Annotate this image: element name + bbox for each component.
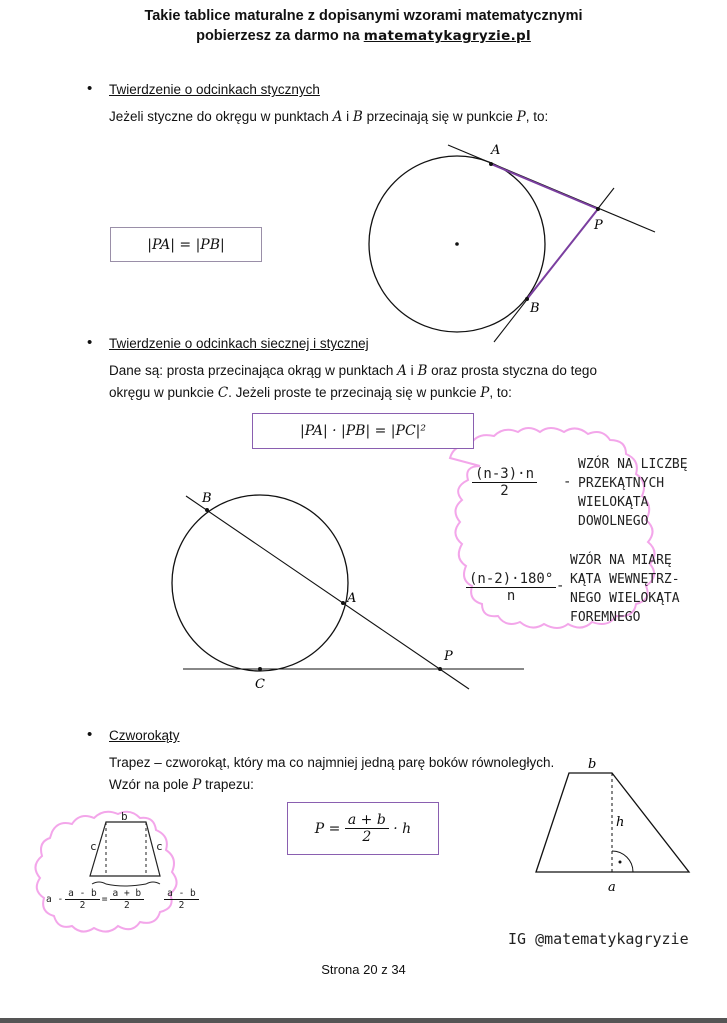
site-link[interactable]: matematykagryzie.pl xyxy=(363,28,531,44)
bullet-dot: • xyxy=(87,80,93,97)
s3-math-p: P xyxy=(192,777,202,793)
note-2-line-4: FOREMNEGO xyxy=(570,610,641,625)
right-angle-dot xyxy=(619,861,622,864)
label-a2: A xyxy=(347,591,357,606)
note-formula-1 xyxy=(472,466,537,499)
s2-math-p: P xyxy=(480,385,490,401)
section-2-heading xyxy=(87,334,369,351)
note-dash-2: - xyxy=(556,578,565,594)
point-b2 xyxy=(205,508,209,512)
page-number: Strona 20 z 34 xyxy=(321,962,406,977)
mini-label-b: b xyxy=(121,810,128,823)
s2-math-c: C xyxy=(217,385,229,401)
section-2-title: Twierdzenie o odcinkach siecznej i stycznej xyxy=(109,336,369,351)
s2-and: i xyxy=(406,363,418,378)
header-line-2-prefix: pobierzesz za darmo na xyxy=(196,28,364,44)
note-2-line-3: NEGO WIELOKĄTA xyxy=(570,591,680,606)
mini-trap-shape xyxy=(90,822,160,876)
label-a: A xyxy=(491,143,501,158)
mini-frac-2 xyxy=(110,888,145,911)
note-1-line-2: PRZEKĄTNYCH xyxy=(578,476,665,491)
mini-t1: a - xyxy=(46,894,64,905)
section-3-heading xyxy=(87,726,180,743)
section-3-text xyxy=(109,752,589,796)
segment-pb xyxy=(527,209,598,299)
mini-label-c-right: c xyxy=(156,840,163,853)
point-b xyxy=(525,297,529,301)
mini-frac-2-den: 2 xyxy=(123,900,130,911)
s2-text-e: , to: xyxy=(489,385,512,400)
s1-text-b: przecinają się w punkcie xyxy=(362,109,517,124)
frac-2-den: n xyxy=(506,588,516,604)
s2-math-b: B xyxy=(417,363,428,379)
s1-text-c: , to: xyxy=(525,109,549,124)
bullet-dot-3: • xyxy=(87,726,93,743)
note-text-2 xyxy=(570,551,680,627)
section-1-title: Twierdzenie o odcinkach stycznych xyxy=(109,82,320,97)
s1-and: i xyxy=(342,109,353,124)
mini-frac-3-num: a - b xyxy=(164,888,199,900)
section-3-title: Czworokąty xyxy=(109,728,180,743)
label-c: C xyxy=(255,677,265,692)
s1-math-a: A xyxy=(332,109,343,125)
s2-text-d: . Jeżeli proste te przecinają się w punkcie xyxy=(228,385,481,400)
label-b: B xyxy=(530,301,540,316)
s2-text-b: oraz prosta styczna do tego xyxy=(427,363,597,378)
note-text-1 xyxy=(578,455,688,531)
trap-formula-rhs: · h xyxy=(393,820,412,837)
segment-pa xyxy=(491,164,598,209)
point-p2 xyxy=(438,667,442,671)
s3-line-1: Trapez – czworokąt, który ma co najmniej jedną parę boków równoległych. xyxy=(109,755,555,770)
section-2-text xyxy=(109,360,629,404)
s3-line-2-a: Wzór na pole xyxy=(109,777,193,792)
bullet-dot-2: • xyxy=(87,334,93,351)
frac-1-den: 2 xyxy=(500,483,509,499)
trap-formula-frac xyxy=(345,812,389,845)
label-h: h xyxy=(616,815,625,830)
point-c xyxy=(258,667,262,671)
frac-1-num: (n-3)·n xyxy=(472,466,537,483)
note-1-line-4: DOWOLNEGO xyxy=(578,514,649,529)
s2-text-c: okręgu w punkcie xyxy=(109,385,218,400)
signature: IG @matematykagryzie xyxy=(508,930,689,948)
formula-secant: |PA| · |PB| = |PC|² xyxy=(300,423,426,439)
tangent-figure xyxy=(369,143,655,342)
frac-2-num: (n-2)·180° xyxy=(466,571,556,588)
label-p: P xyxy=(594,218,603,233)
frac-1 xyxy=(472,466,537,499)
label-b2: B xyxy=(202,491,212,506)
mini-frac-2-num: a + b xyxy=(110,888,145,900)
secant-line xyxy=(186,496,469,689)
point-a xyxy=(489,162,493,166)
point-a2 xyxy=(341,601,345,605)
trap-formula-num: a + b xyxy=(345,812,389,829)
label-a3: a xyxy=(608,880,616,895)
note-dash-1: - xyxy=(563,474,572,490)
note-formula-2 xyxy=(466,571,556,604)
mini-t3: = xyxy=(101,894,108,905)
note-1-line-1: WZÓR NA LICZBĘ xyxy=(578,457,688,472)
s1-math-b: B xyxy=(352,109,363,125)
mini-frac-3 xyxy=(164,888,199,911)
mini-frac-1 xyxy=(65,888,100,911)
trap-formula-den: 2 xyxy=(362,829,372,845)
formula-box-secant xyxy=(252,413,474,449)
s3-line-2-b: trapezu: xyxy=(201,777,254,792)
mini-frac-1-den: 2 xyxy=(79,900,86,911)
mini-frac-1-num: a - b xyxy=(65,888,100,900)
label-b3: b xyxy=(588,757,597,772)
s1-text-a: Jeżeli styczne do okręgu w punktach xyxy=(109,109,333,124)
label-p2: P xyxy=(444,649,453,664)
s2-math-a: A xyxy=(397,363,407,379)
mini-frac-3-den: 2 xyxy=(178,900,185,911)
circle-1-center xyxy=(455,242,459,246)
circle-2 xyxy=(172,495,348,671)
note-1-line-3: WIELOKĄTA xyxy=(578,495,649,510)
s3-line-2 xyxy=(109,774,589,796)
formula-pa-pb: |PA| = |PB| xyxy=(147,236,225,253)
s1-math-p: P xyxy=(516,109,526,125)
right-angle-arc xyxy=(612,851,633,872)
bottom-bar xyxy=(0,1018,727,1023)
formula-box-trapezoid xyxy=(287,802,439,855)
s2-text-a: Dane są: prosta przecinająca okrąg w punktach xyxy=(109,363,398,378)
mini-bottom-expression xyxy=(46,888,199,911)
note-2-line-2: KĄTA WEWNĘTRZ- xyxy=(570,572,680,587)
mini-trapezoid xyxy=(90,822,160,886)
mini-label-c-left: c xyxy=(90,840,97,853)
header-line-1: Takie tablice maturalne z dopisanymi wzorami matematycznymi xyxy=(144,8,583,24)
note-2-line-1: WZÓR NA MIARĘ xyxy=(570,553,672,568)
mini-brace xyxy=(92,882,160,886)
point-p xyxy=(596,207,600,211)
frac-2 xyxy=(466,571,556,604)
trap-formula-lhs: P = xyxy=(314,820,341,837)
